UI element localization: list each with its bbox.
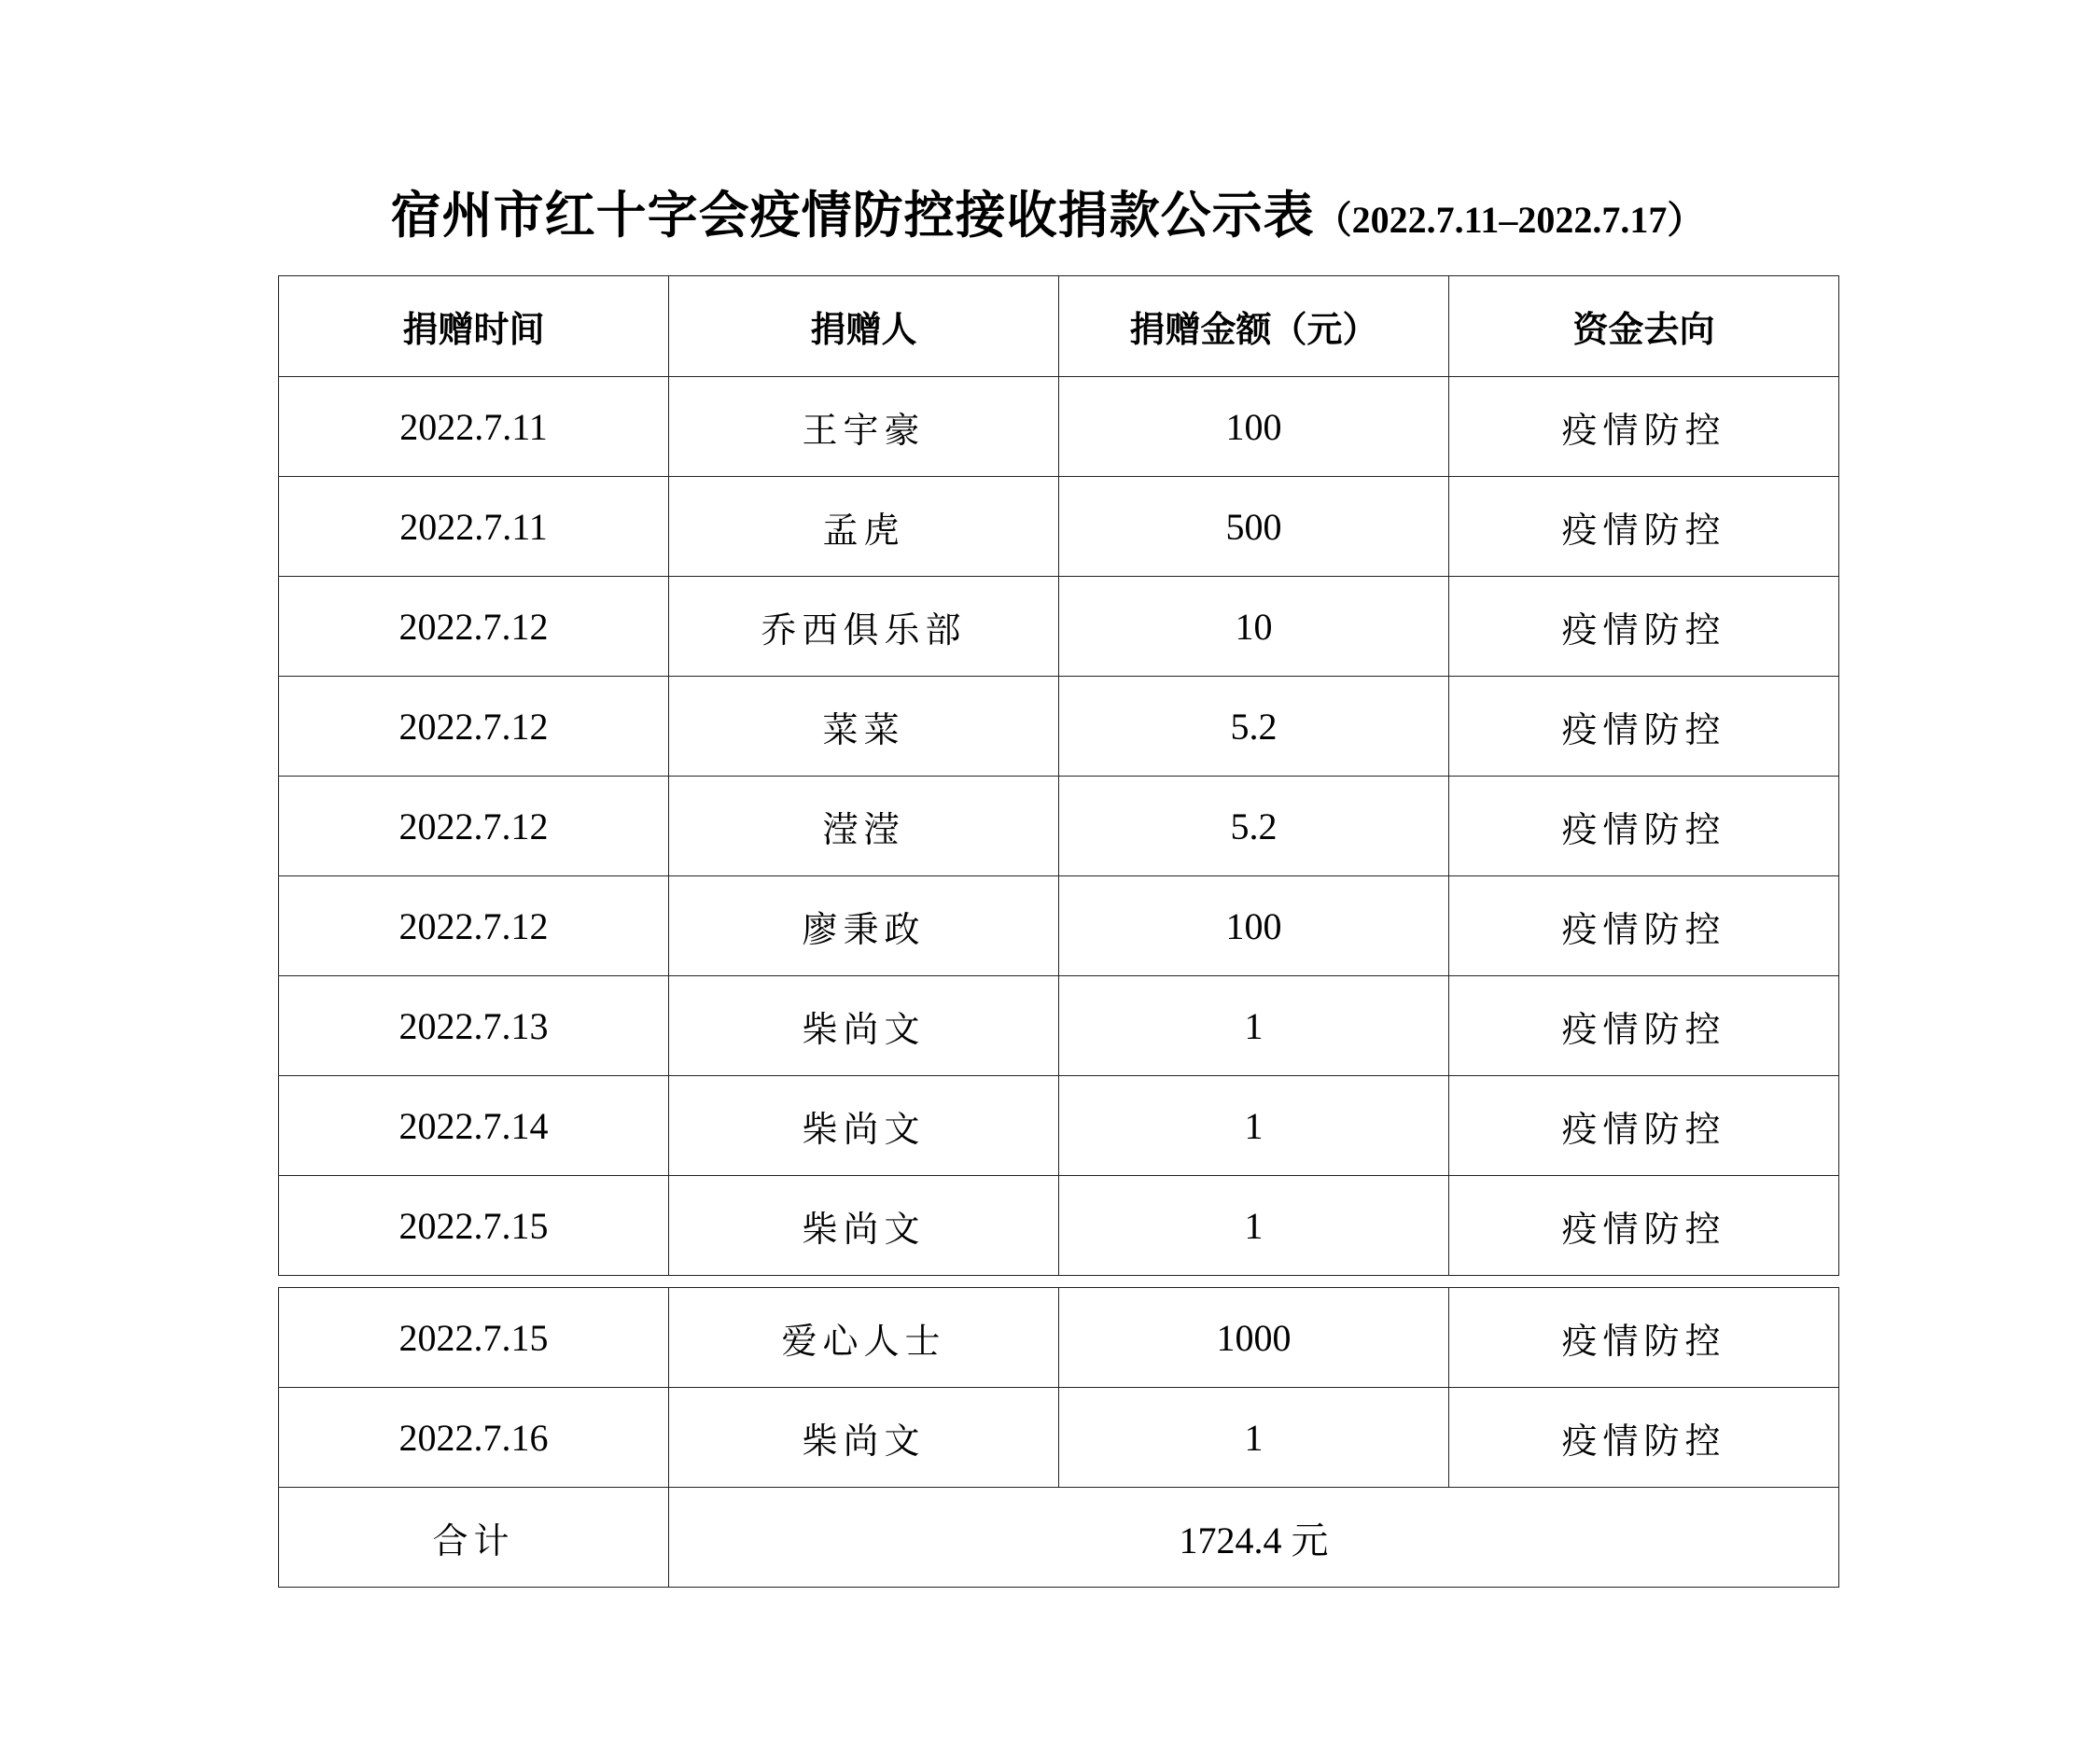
title-date-range: （2022.7.11–2022.7.17） xyxy=(1314,199,1705,241)
table-row xyxy=(279,577,1839,677)
table-row xyxy=(279,876,1839,976)
cell-donor: 柴尚文 xyxy=(669,1176,1059,1276)
cell-amount: 1 xyxy=(1059,976,1449,1076)
cell-date: 2022.7.12 xyxy=(279,876,669,976)
donation-table xyxy=(278,275,1839,1276)
total-value: 1724.4 元 xyxy=(669,1488,1839,1588)
cell-date: 2022.7.11 xyxy=(279,377,669,477)
cell-donor: 爱心人士 xyxy=(669,1288,1059,1388)
cell-donor: 王宇豪 xyxy=(669,377,1059,477)
header-date: 捐赠时间 xyxy=(279,276,669,377)
cell-donor: 柴尚文 xyxy=(669,1388,1059,1488)
cell-purpose: 疫情防控 xyxy=(1449,1176,1839,1276)
cell-date: 2022.7.15 xyxy=(279,1176,669,1276)
cell-purpose: 疫情防控 xyxy=(1449,477,1839,577)
cell-amount: 1 xyxy=(1059,1076,1449,1176)
header-purpose: 资金去向 xyxy=(1449,276,1839,377)
cell-amount: 100 xyxy=(1059,377,1449,477)
table-row xyxy=(279,677,1839,777)
cell-donor: 孟虎 xyxy=(669,477,1059,577)
total-row xyxy=(279,1488,1839,1588)
cell-amount: 5.2 xyxy=(1059,677,1449,777)
table-row xyxy=(279,1076,1839,1176)
page-title xyxy=(0,175,2095,247)
cell-amount: 1 xyxy=(1059,1176,1449,1276)
cell-date: 2022.7.11 xyxy=(279,477,669,577)
table-row xyxy=(279,777,1839,876)
table-row xyxy=(279,477,1839,577)
cell-purpose: 疫情防控 xyxy=(1449,1288,1839,1388)
cell-amount: 500 xyxy=(1059,477,1449,577)
table-header-row xyxy=(279,276,1839,377)
table-row xyxy=(279,1388,1839,1488)
cell-purpose: 疫情防控 xyxy=(1449,1388,1839,1488)
cell-purpose: 疫情防控 xyxy=(1449,677,1839,777)
table-row xyxy=(279,976,1839,1076)
cell-purpose: 疫情防控 xyxy=(1449,976,1839,1076)
table-row xyxy=(279,1288,1839,1388)
cell-donor: 柴尚文 xyxy=(669,1076,1059,1176)
title-main: 宿州市红十字会疫情防控接收捐款公示表 xyxy=(390,185,1315,245)
total-label: 合计 xyxy=(279,1488,669,1588)
cell-purpose: 疫情防控 xyxy=(1449,577,1839,677)
cell-donor: 滢滢 xyxy=(669,777,1059,876)
cell-donor: 柴尚文 xyxy=(669,976,1059,1076)
cell-date: 2022.7.14 xyxy=(279,1076,669,1176)
header-donor: 捐赠人 xyxy=(669,276,1059,377)
cell-amount: 1000 xyxy=(1059,1288,1449,1388)
cell-donor: 廖秉政 xyxy=(669,876,1059,976)
cell-amount: 1 xyxy=(1059,1388,1449,1488)
cell-amount: 10 xyxy=(1059,577,1449,677)
cell-purpose: 疫情防控 xyxy=(1449,1076,1839,1176)
header-amount: 捐赠金额（元） xyxy=(1059,276,1449,377)
cell-purpose: 疫情防控 xyxy=(1449,777,1839,876)
cell-purpose: 疫情防控 xyxy=(1449,377,1839,477)
cell-amount: 100 xyxy=(1059,876,1449,976)
cell-date: 2022.7.15 xyxy=(279,1288,669,1388)
cell-purpose: 疫情防控 xyxy=(1449,876,1839,976)
donation-table-continued xyxy=(278,1287,1839,1588)
cell-date: 2022.7.12 xyxy=(279,577,669,677)
cell-amount: 5.2 xyxy=(1059,777,1449,876)
cell-donor: 乔西俱乐部 xyxy=(669,577,1059,677)
cell-date: 2022.7.12 xyxy=(279,677,669,777)
cell-date: 2022.7.13 xyxy=(279,976,669,1076)
cell-date: 2022.7.12 xyxy=(279,777,669,876)
table-row xyxy=(279,377,1839,477)
cell-date: 2022.7.16 xyxy=(279,1388,669,1488)
cell-donor: 菜菜 xyxy=(669,677,1059,777)
table-row xyxy=(279,1176,1839,1276)
